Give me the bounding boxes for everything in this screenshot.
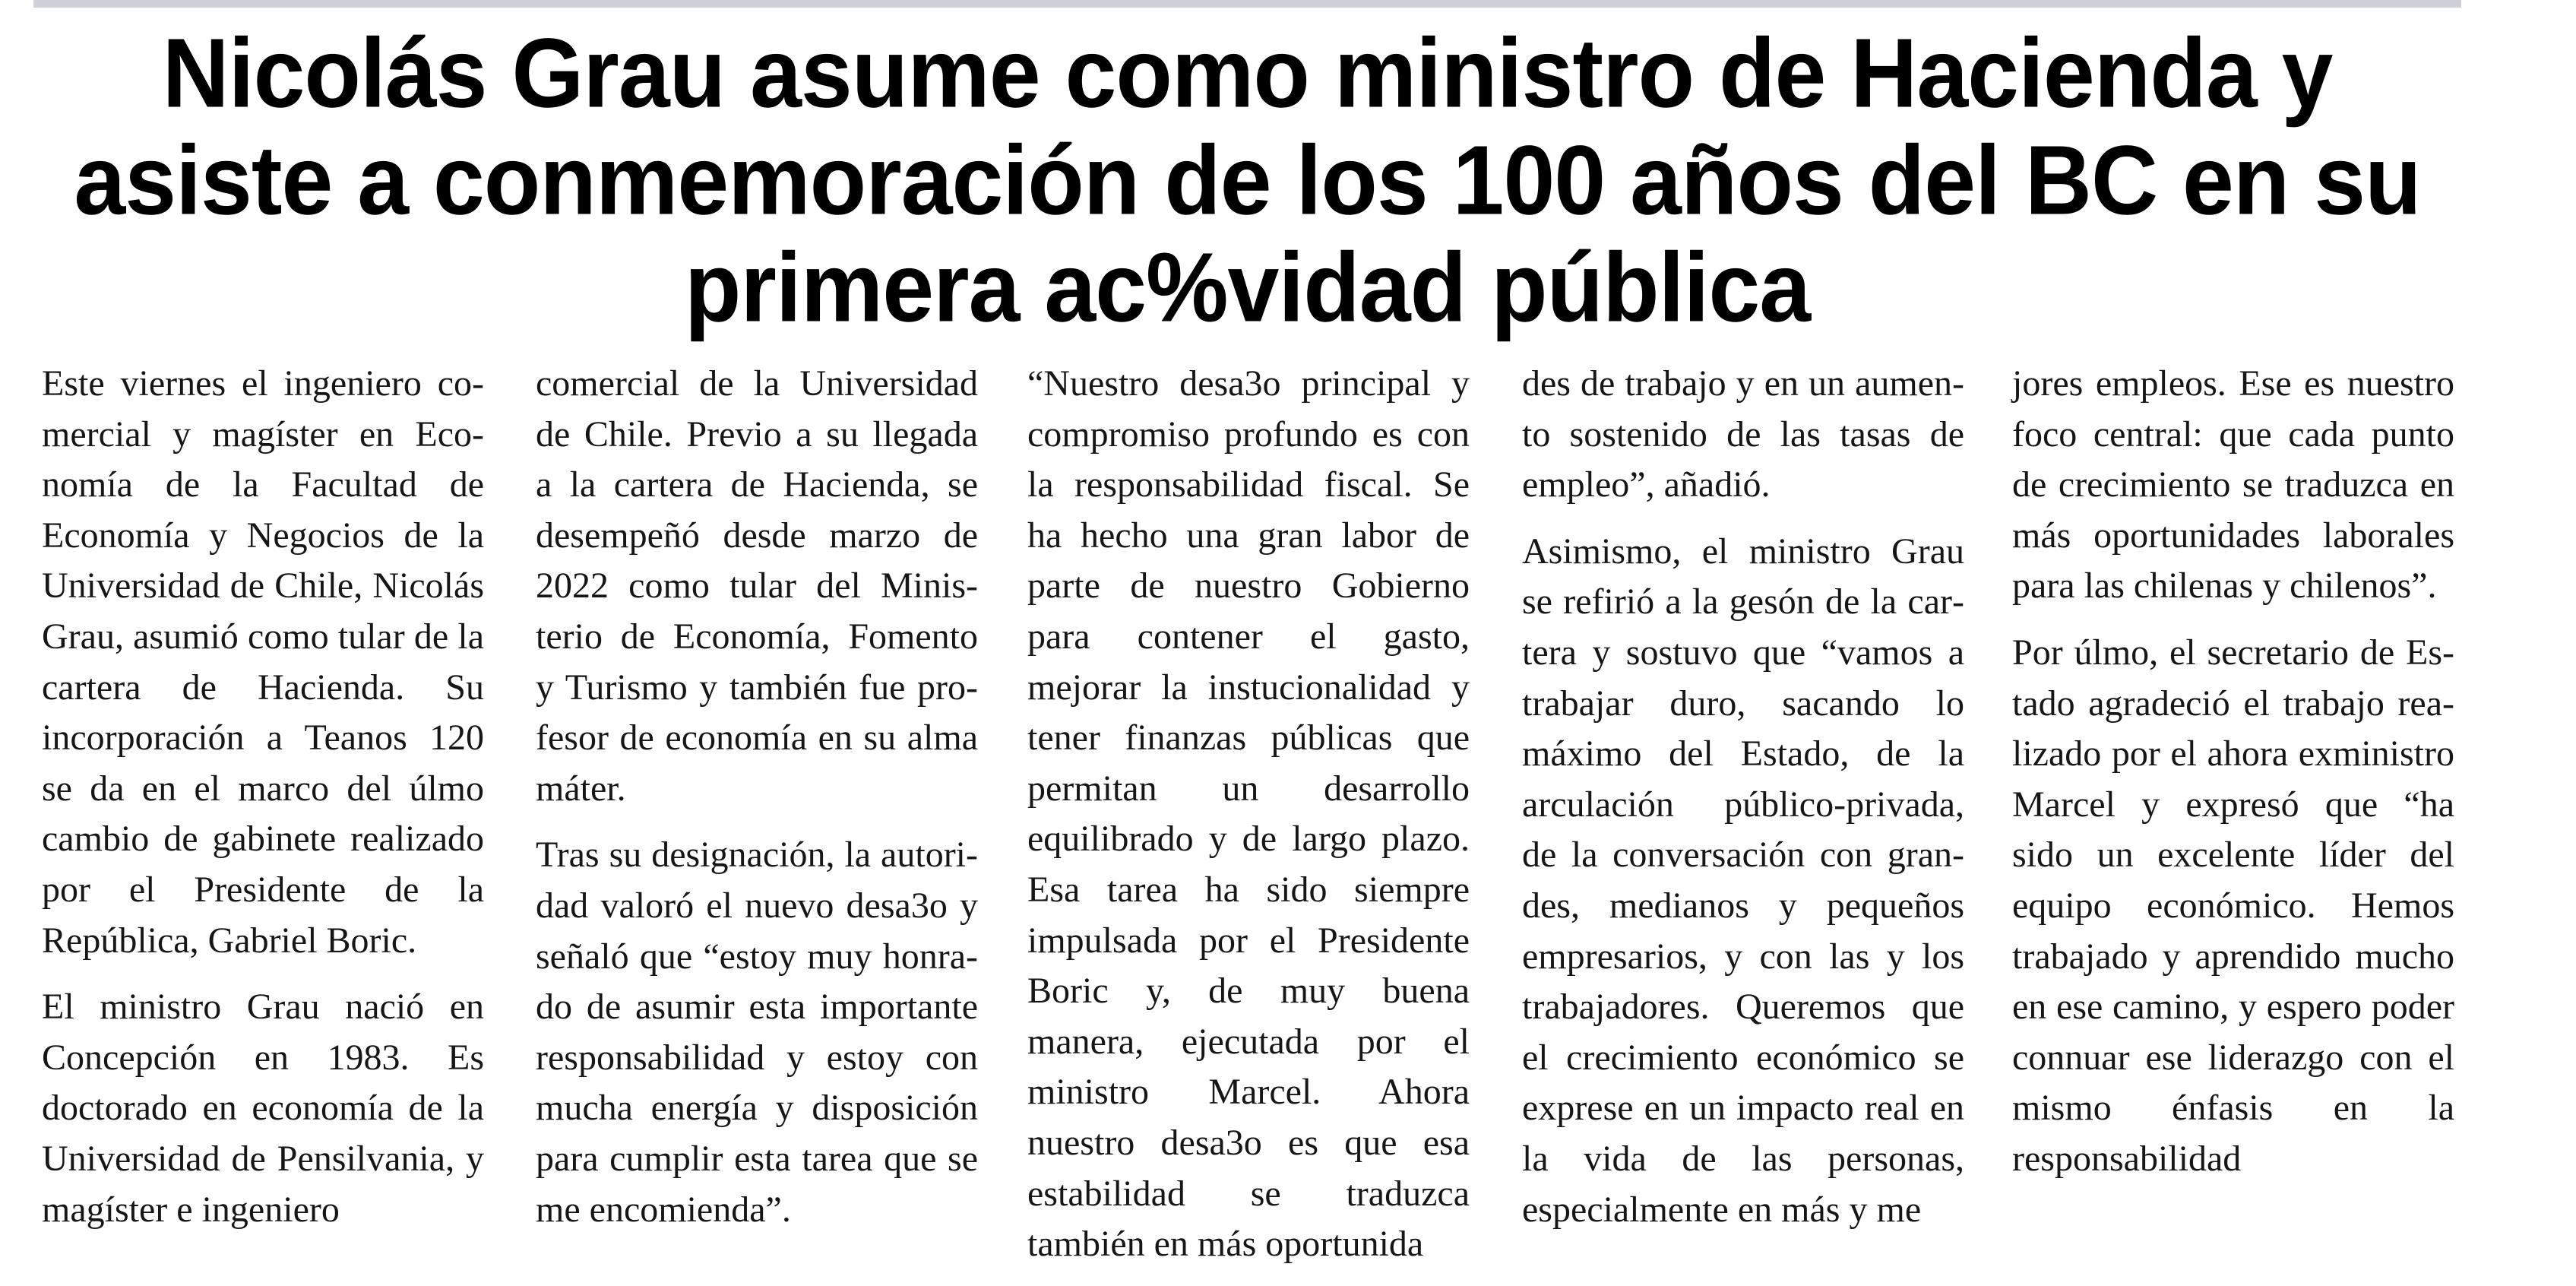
- article-headline: Nicolás Grau asume como ministro de Hacienda y asiste a conmemoración de los 100 años del BC en su primera ac%vidad pública: [74, 17, 2421, 342]
- paragraph: “Nuestro desa3o principal y compromiso profundo es con la responsabilidad fiscal. Se ha hecho una gran labor de parte de nuestro Gobierno para contener el gasto, mejorar la instucionalidad y tener finanzas públicas que permitan un desarrollo equilibrado y de largo plazo. Esa tarea ha sido siempre impulsada por el Presidente Boric y, de muy buena manera, ejecutada por el ministro Marcel. Ahora nuestro desa3o es que esa estabilidad se traduzca también en más oportunida: [1027, 363, 1470, 1265]
- article-column-2: [536, 359, 978, 1251]
- paragraph: comercial de la Universidad de Chile. Previo a su llegada a la cartera de Hacienda, se desempeñó desde marzo de 2022 como tular del Ministerio de Economía, Fomento y Turismo y también fue profesor de economía en su alma máter.: [536, 363, 978, 809]
- paragraph: Tras su designación, la autoridad valoró el nuevo desa3o y señaló que “estoy muy honrado de asumir esta importante responsabilidad y estoy con mucha energía y disposición para cumplir esta tarea que se me encomienda”.: [536, 835, 978, 1230]
- paragraph: El ministro Grau nació en Concepción en 1983. Es doctorado en economía de la Universidad de Pensilvania, y magíster e ingeniero: [42, 987, 484, 1230]
- article-column-5: [2012, 359, 2454, 1201]
- paragraph: Asimismo, el ministro Grau se refirió a la gesón de la cartera y sostuvo que “vamos a trabajar duro, sacando lo máximo del Estado, de la arculación público-privada, de la conversación con grandes, medianos y pequeños empresarios, y con las y los trabajadores. Queremos que el crecimiento económico se exprese en un impacto real en la vida de las personas, especialmente en más y me: [1522, 531, 1964, 1230]
- paragraph: Por úlmo, el secretario de Estado agradeció el trabajo realizado por el ahora exministro Marcel y expresó que “ha sido un excelente líder del equipo económico. Hemos trabajado y aprendido mucho en ese camino, y espero poder connuar ese liderazgo con el mismo énfasis en la responsabilidad: [2012, 632, 2454, 1179]
- paragraph: Este viernes el ingeniero comercial y magíster en Economía de la Facultad de Economía y Negocios de la Universidad de Chile, Nicolás Grau, asumió como tular de la cartera de Hacienda. Su incorporación a Teanos 120 se da en el marco del úlmo cambio de gabinete realizado por el Presidente de la República, Gabriel Boric.: [42, 363, 484, 961]
- article-column-3: [1027, 359, 1470, 1286]
- article-column-1: [42, 359, 484, 1251]
- article-column-4: [1522, 359, 1964, 1251]
- paragraph: jores empleos. Ese es nuestro foco central: que cada punto de crecimiento se traduzca en más oportunidades laborales para las chilenas y chilenos”.: [2012, 363, 2454, 607]
- paragraph: des de trabajo y en un aumento sostenido de las tasas de empleo”, añadió.: [1522, 363, 1964, 505]
